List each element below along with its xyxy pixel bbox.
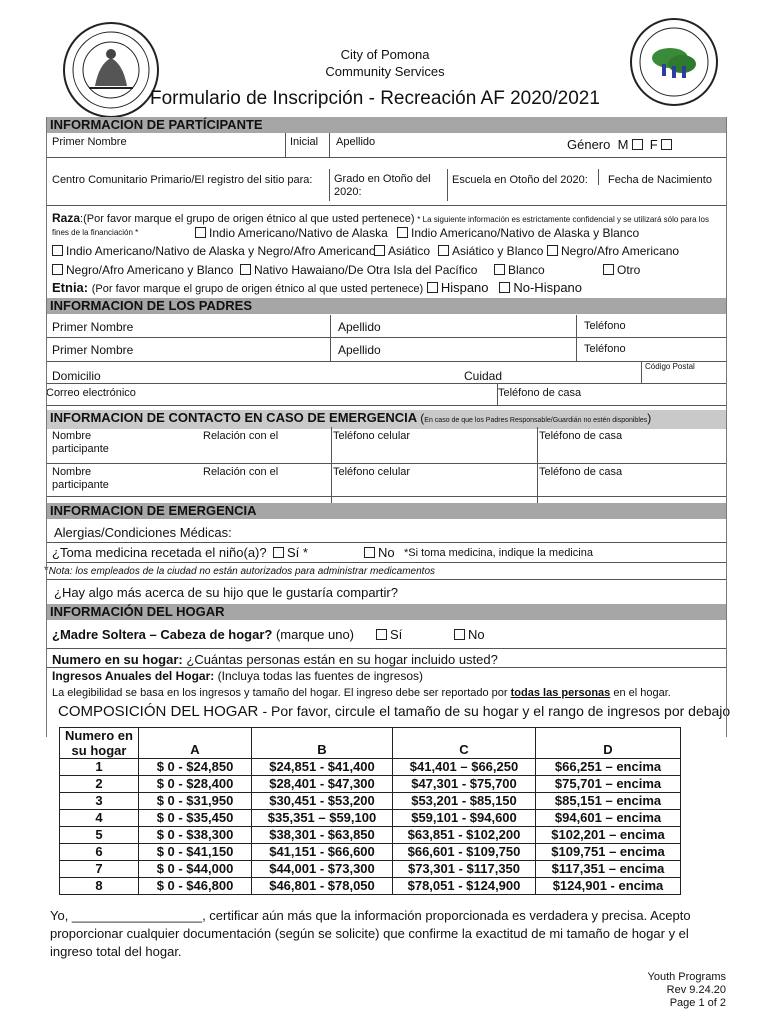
parent1-first-name-field[interactable]: Primer Nombre bbox=[52, 320, 134, 334]
race-option-label: Negro/Afro Americano bbox=[561, 244, 680, 258]
income-range-cell[interactable]: $ 0 - $44,000 bbox=[139, 861, 252, 878]
city-field[interactable]: Cuidad bbox=[464, 369, 503, 383]
ethnicity-row bbox=[52, 280, 582, 297]
income-range-cell[interactable]: $75,701 – encima bbox=[536, 776, 681, 793]
parent2-phone-field[interactable]: Teléfono bbox=[584, 343, 626, 355]
column-header-d: D bbox=[536, 728, 681, 759]
income-table-row[interactable] bbox=[60, 861, 681, 878]
income-range-cell[interactable]: $28,401 - $47,300 bbox=[252, 776, 393, 793]
income-table bbox=[59, 727, 681, 895]
participant-initial-field[interactable]: Inicial bbox=[290, 136, 319, 148]
race-option-label: Nativo Hawaiano/De Otra Isla del Pacífico bbox=[254, 263, 478, 277]
community-services-logo bbox=[630, 18, 718, 106]
income-range-cell[interactable]: $63,851 - $102,200 bbox=[393, 827, 536, 844]
school-field[interactable]: Escuela en Otoño del 2020: bbox=[452, 174, 588, 186]
eligibility-pre: La elegibilidad se basa en los ingresos y tamaño del hogar. El ingreso debe ser reportado por bbox=[52, 687, 508, 699]
race-instruction-text: :(Por favor marque el grupo de origen étnico al que usted pertenece) bbox=[80, 213, 415, 225]
community-center-field[interactable]: Centro Comunitario Primario/El registro del sitio para: bbox=[52, 174, 313, 186]
address-field[interactable]: Domicilio bbox=[52, 369, 101, 383]
income-range-cell[interactable]: $109,751 – encima bbox=[536, 844, 681, 861]
income-range-cell[interactable]: $ 0 - $35,450 bbox=[139, 810, 252, 827]
medication-no-option[interactable] bbox=[364, 545, 395, 560]
income-range-cell[interactable]: $124,901 - encima bbox=[536, 878, 681, 895]
checkbox[interactable] bbox=[374, 245, 385, 256]
gender-f-label: F bbox=[649, 137, 658, 152]
size-header-line2: su hogar bbox=[71, 743, 127, 758]
income-range-cell[interactable]: $ 0 - $31,950 bbox=[139, 793, 252, 810]
contact2-cell-field[interactable]: Teléfono celular bbox=[333, 466, 411, 478]
allergies-field[interactable]: Alergias/Condiciones Médicas: bbox=[54, 525, 232, 540]
household-size-label: Numero en su hogar: bbox=[52, 652, 183, 667]
gender-label bbox=[567, 137, 675, 152]
note-star: * bbox=[44, 563, 49, 577]
gender-m-checkbox[interactable] bbox=[632, 139, 643, 150]
income-range-cell[interactable]: $ 0 - $46,800 bbox=[139, 878, 252, 895]
parent1-phone-field[interactable]: Teléfono bbox=[584, 320, 626, 332]
income-table-row[interactable] bbox=[60, 776, 681, 793]
income-range-cell[interactable]: $44,001 - $73,300 bbox=[252, 861, 393, 878]
single-mother-row bbox=[52, 627, 354, 642]
household-size-cell[interactable]: 3 bbox=[60, 793, 139, 810]
income-range-cell[interactable]: $78,051 - $124,900 bbox=[393, 878, 536, 895]
emergency-info-section-header: INFORMACION DE EMERGENCIA bbox=[46, 503, 726, 519]
hispanic-label: Hispano bbox=[440, 280, 489, 295]
department-name: Community Services bbox=[325, 64, 445, 79]
income-table-row[interactable] bbox=[60, 844, 681, 861]
checkbox[interactable] bbox=[376, 629, 387, 640]
paren-open: ( bbox=[420, 411, 425, 425]
parents-section-header: INFORMACION DE LOS PADRES bbox=[46, 298, 726, 314]
household-size-cell[interactable]: 2 bbox=[60, 776, 139, 793]
column-header-c: C bbox=[393, 728, 536, 759]
income-range-cell[interactable]: $30,451 - $53,200 bbox=[252, 793, 393, 810]
race-option-6[interactable] bbox=[547, 244, 679, 258]
parent2-first-name-field[interactable]: Primer Nombre bbox=[52, 343, 134, 357]
footer-revision: Rev 9.24.20 bbox=[666, 984, 726, 996]
race-option-2[interactable] bbox=[397, 226, 639, 240]
zip-code-field[interactable]: Código Postal bbox=[645, 362, 695, 371]
household-size-cell[interactable]: 4 bbox=[60, 810, 139, 827]
parent2-last-name-field[interactable]: Apellido bbox=[338, 343, 381, 357]
income-range-cell[interactable]: $85,151 – encima bbox=[536, 793, 681, 810]
single-mother-yes-option[interactable] bbox=[376, 627, 402, 642]
income-table-row[interactable] bbox=[60, 810, 681, 827]
date-of-birth-field[interactable]: Fecha de Nacimiento bbox=[608, 174, 712, 186]
income-range-cell[interactable]: $73,301 - $117,350 bbox=[393, 861, 536, 878]
income-range-cell[interactable]: $94,601 – encima bbox=[536, 810, 681, 827]
household-size-cell[interactable]: 7 bbox=[60, 861, 139, 878]
checkbox[interactable] bbox=[364, 547, 375, 558]
household-section-header: INFORMACIÓN DEL HOGAR bbox=[46, 604, 726, 620]
race-option-4[interactable] bbox=[374, 244, 430, 258]
share-field[interactable]: ¿Hay algo más acerca de su hijo que le gustaría compartir? bbox=[54, 585, 398, 600]
income-range-cell[interactable]: $117,351 – encima bbox=[536, 861, 681, 878]
income-table-row[interactable] bbox=[60, 793, 681, 810]
income-range-cell[interactable]: $53,201 - $85,150 bbox=[393, 793, 536, 810]
column-header-a: A bbox=[139, 728, 252, 759]
income-range-cell[interactable]: $47,301 - $75,700 bbox=[393, 776, 536, 793]
income-table-row[interactable] bbox=[60, 759, 681, 776]
checkbox[interactable] bbox=[52, 245, 63, 256]
checkbox[interactable] bbox=[438, 245, 449, 256]
race-option-label: Otro bbox=[617, 263, 641, 277]
emergency-contact-section-header bbox=[46, 410, 726, 429]
contact1-name-field[interactable]: Nombre participante bbox=[52, 430, 109, 455]
note-text: Nota: los empleados de la ciudad no están autorizados para administrar medicamentos bbox=[48, 566, 435, 577]
race-option-label: Indio Americano/Nativo de Alaska y Negro/Afro Americano bbox=[66, 244, 376, 258]
emergency-contact-title: INFORMACION DE CONTACTO EN CASO DE EMERGENCIA bbox=[50, 410, 417, 425]
gender-text: Género bbox=[567, 137, 611, 152]
income-range-cell[interactable]: $66,601 - $109,750 bbox=[393, 844, 536, 861]
race-option-label: Blanco bbox=[508, 263, 545, 277]
eligibility-underlined: todas las personas bbox=[510, 687, 611, 699]
household-size-cell[interactable]: 5 bbox=[60, 827, 139, 844]
contact2-home-field[interactable]: Teléfono de casa bbox=[539, 466, 623, 478]
medication-yes-option[interactable] bbox=[273, 545, 308, 560]
household-composition-heading bbox=[58, 703, 730, 720]
race-option-label: Negro/Afro Americano y Blanco bbox=[66, 263, 234, 277]
annual-income-hint: (Incluya todas las fuentes de ingresos) bbox=[217, 669, 424, 683]
contact1-home-field[interactable]: Teléfono de casa bbox=[539, 430, 623, 442]
annual-income-label: Ingresos Anuales del Hogar: bbox=[52, 669, 215, 683]
ethnicity-label: Etnia: bbox=[52, 280, 89, 295]
medication-question: ¿Toma medicina recetada el niño(a)? bbox=[52, 545, 267, 560]
yes-label: Sí bbox=[390, 627, 403, 642]
checkbox[interactable] bbox=[454, 629, 465, 640]
checkbox[interactable] bbox=[603, 264, 614, 275]
race-option-10[interactable] bbox=[603, 263, 640, 277]
certification-statement: Yo, __________________, certificar aún más que la información proporcionada es verdadera y precisa. Acepto proporcionar cualquier documentación (según se solicite) que confirme la exactitud de mi tamaño de hogar y el ingreso total del hogar. bbox=[50, 908, 691, 959]
footer-program: Youth Programs bbox=[647, 971, 726, 983]
income-range-cell[interactable]: $35,351 – $59,100 bbox=[252, 810, 393, 827]
race-option-label: Indio Americano/Nativo de Alaska bbox=[209, 226, 388, 240]
income-table-row[interactable] bbox=[60, 827, 681, 844]
no-label: No bbox=[468, 627, 485, 642]
composition-rest: - Por favor, circule el tamaño de su hogar y el rango de ingresos por debajo bbox=[262, 703, 731, 719]
no-label: No bbox=[378, 545, 395, 560]
parent-home-phone-field[interactable]: Teléfono de casa bbox=[498, 387, 582, 399]
medication-note: *Si toma medicina, indique la medicina bbox=[404, 547, 593, 559]
city-seal-logo bbox=[63, 22, 159, 118]
non-hispanic-checkbox[interactable] bbox=[499, 282, 510, 293]
checkbox[interactable] bbox=[273, 547, 284, 558]
income-range-cell[interactable]: $ 0 - $41,150 bbox=[139, 844, 252, 861]
page-title: Formulario de Inscripción - Recreación AF 2020/2021 bbox=[150, 88, 600, 109]
column-header-b: B bbox=[252, 728, 393, 759]
size-header-line1: Numero en bbox=[65, 728, 133, 743]
emergency-contact-note: En caso de que los Padres Responsable/Guardián no estén disponibles bbox=[424, 417, 648, 424]
race-option-9[interactable] bbox=[494, 263, 545, 277]
race-option-1[interactable] bbox=[195, 226, 388, 240]
composition-bold: COMPOSICIÓN DEL HOGAR bbox=[58, 703, 259, 720]
race-option-3[interactable] bbox=[52, 244, 376, 258]
income-range-cell[interactable]: $ 0 - $38,300 bbox=[139, 827, 252, 844]
medication-disclaimer bbox=[44, 564, 435, 578]
checkbox[interactable] bbox=[397, 227, 408, 238]
yes-label: Sí * bbox=[287, 545, 308, 560]
single-mother-hint: (marque uno) bbox=[275, 627, 355, 642]
checkbox[interactable] bbox=[52, 264, 63, 275]
income-range-cell[interactable]: $ 0 - $24,850 bbox=[139, 759, 252, 776]
hispanic-checkbox[interactable] bbox=[427, 282, 438, 293]
income-range-cell[interactable]: $102,201 – encima bbox=[536, 827, 681, 844]
annual-income-row bbox=[52, 669, 423, 683]
city-name: City of Pomona bbox=[340, 47, 430, 62]
race-label: Raza bbox=[52, 211, 81, 225]
gender-f-checkbox[interactable] bbox=[661, 139, 672, 150]
household-size-cell[interactable]: 6 bbox=[60, 844, 139, 861]
size-header bbox=[60, 728, 139, 759]
single-mother-question: ¿Madre Soltera – Cabeza de hogar? bbox=[52, 627, 273, 642]
income-table-row[interactable] bbox=[60, 878, 681, 895]
email-field[interactable]: Correo electrónico bbox=[46, 387, 136, 399]
grade-field[interactable]: Grado en Otoño del 2020: bbox=[334, 173, 431, 198]
checkbox[interactable] bbox=[195, 227, 206, 238]
race-option-label: Asiático y Blanco bbox=[452, 244, 544, 258]
income-range-cell[interactable]: $41,401 – $66,250 bbox=[393, 759, 536, 776]
household-size-row[interactable] bbox=[52, 652, 498, 667]
checkbox[interactable] bbox=[240, 264, 251, 275]
income-range-cell[interactable]: $59,101 - $94,600 bbox=[393, 810, 536, 827]
income-range-cell[interactable]: $38,301 - $63,850 bbox=[252, 827, 393, 844]
income-range-cell[interactable]: $41,151 - $66,600 bbox=[252, 844, 393, 861]
race-confidential-note: * La siguiente información es estrictamente confidencial y se utilizará sólo para los fines de la financiación * bbox=[52, 215, 709, 237]
income-range-cell[interactable]: $66,251 – encima bbox=[536, 759, 681, 776]
race-option-7[interactable] bbox=[52, 263, 233, 277]
household-size-question: ¿Cuántas personas están en su hogar incluido usted? bbox=[186, 652, 498, 667]
eligibility-text bbox=[52, 687, 671, 699]
parent1-last-name-field[interactable]: Apellido bbox=[338, 320, 381, 334]
household-size-cell[interactable]: 1 bbox=[60, 759, 139, 776]
race-option-5[interactable] bbox=[438, 244, 543, 258]
participant-section-header: INFORMACION DE PARTÍCIPANTE bbox=[46, 117, 726, 133]
participant-first-name-field[interactable]: Primer Nombre bbox=[52, 136, 127, 148]
eligibility-post: en el hogar. bbox=[613, 687, 671, 699]
single-mother-no-option[interactable] bbox=[454, 627, 485, 642]
race-option-8[interactable] bbox=[240, 263, 477, 277]
contact1-relation-field[interactable]: Relación con el bbox=[203, 430, 279, 442]
gender-m-label: M bbox=[617, 137, 629, 152]
income-range-cell[interactable]: $ 0 - $28,400 bbox=[139, 776, 252, 793]
contact2-relation-field[interactable]: Relación con el bbox=[203, 466, 279, 478]
participant-last-name-field[interactable]: Apellido bbox=[336, 136, 376, 148]
footer-page-number: Page 1 of 2 bbox=[669, 997, 726, 1009]
race-option-label: Asiático bbox=[388, 244, 431, 258]
income-range-cell[interactable]: $24,851 - $41,400 bbox=[252, 759, 393, 776]
race-option-label: Indio Americano/Nativo de Alaska y Blanco bbox=[411, 226, 640, 240]
household-size-cell[interactable]: 8 bbox=[60, 878, 139, 895]
non-hispanic-label: No-Hispano bbox=[513, 280, 583, 295]
paren-close: ) bbox=[647, 411, 652, 425]
contact2-name-field[interactable]: Nombre participante bbox=[52, 466, 109, 491]
ethnicity-instruction: (Por favor marque el grupo de origen étnico al que usted pertenece) bbox=[91, 283, 424, 295]
checkbox[interactable] bbox=[547, 245, 558, 256]
income-range-cell[interactable]: $46,801 - $78,050 bbox=[252, 878, 393, 895]
contact1-cell-field[interactable]: Teléfono celular bbox=[333, 430, 411, 442]
checkbox[interactable] bbox=[494, 264, 505, 275]
